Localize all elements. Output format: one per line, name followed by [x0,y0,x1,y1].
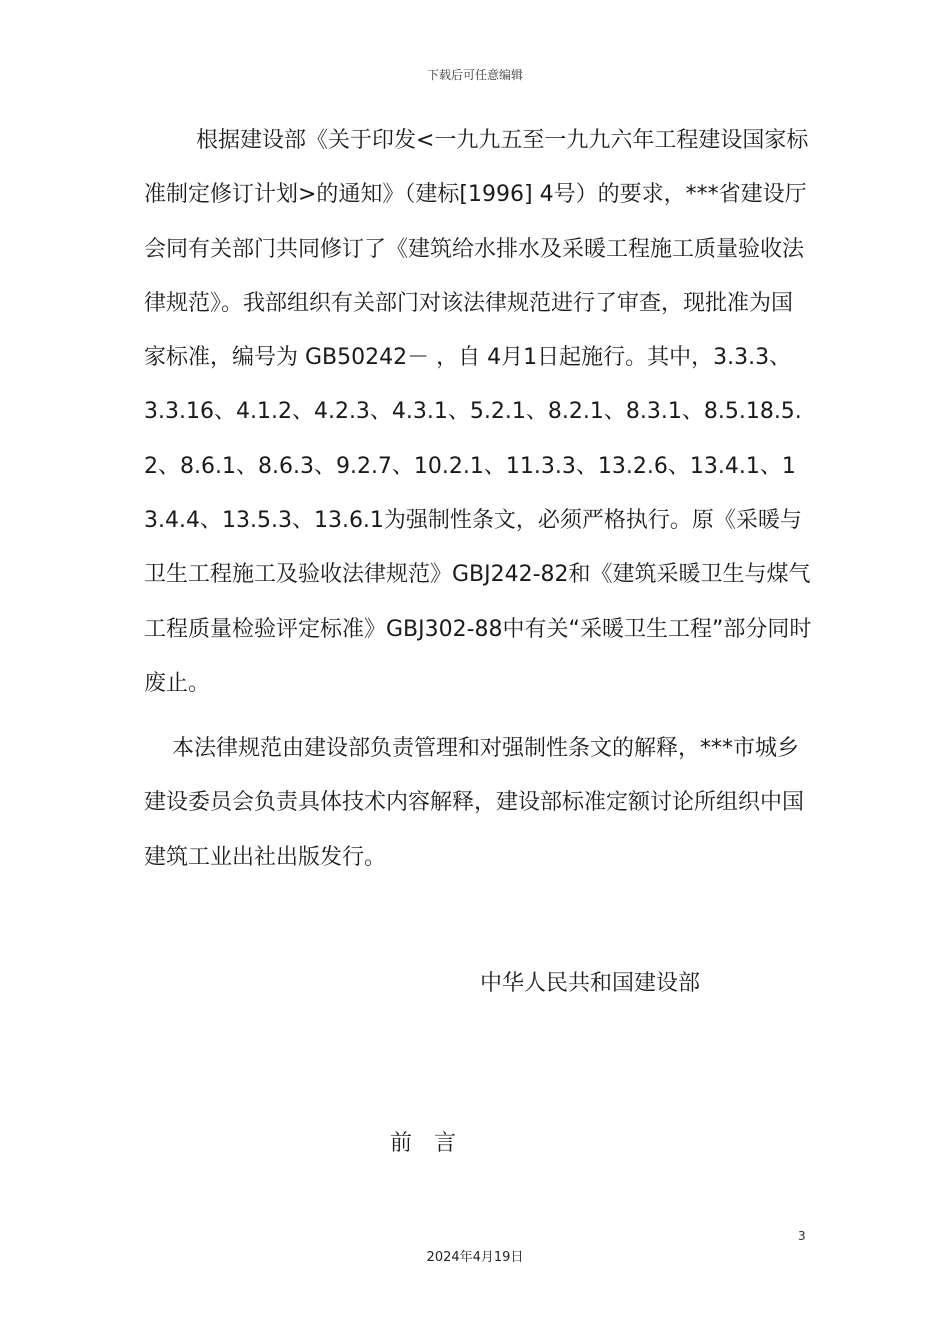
page-header: 下载后可任意编辑 [426,68,523,82]
page-number: 3 [798,1229,806,1243]
body-paragraph-approval: 根据建设部《关于印发<一九九五至一九九六年工程建设国家标准制定修订计划>的通知》（建标[1996] 4号）的要求，***省建设厅会同有关部门共同修订了《建筑给水排水及采暖工程施工质量验收法律规范》。我部组织有关部门对该法律规范进行了审查，现批准为国家标准，编号为 GB50242－ ，自 4月1日起施行。其中，3.3.3、3.3.16、4.1.2、4.2.3、4.3.1、5.2.1、8.2.1、8.3.1、8.5.18.5.2、8.6.1、8.6.3、9.2.7、10.2.1、11.3.3、13.2.6、13.4.1、13.4.4、13.5.3、13.6.1为强制性条文，必须严格执行。原《采暖与卫生工程施工及验收法律规范》GBJ242-82和《建筑采暖卫生与煤气工程质量检验评定标准》GBJ302-88中有关“采暖卫生工程”部分同时废止。 [144,128,812,696]
issuing-authority-signature: 中华人民共和国建设部 [480,971,701,996]
body-paragraph-management: 本法律规范由建设部负责管理和对强制性条文的解释，***市城乡建设委员会负责具体技术内容解释，建设部标准定额讨论所组织中国建筑工业出社出版发行。 [144,736,805,870]
section-title-preface: 前言 [390,1131,479,1156]
footer-date: 2024年4月19日 [426,1250,524,1265]
